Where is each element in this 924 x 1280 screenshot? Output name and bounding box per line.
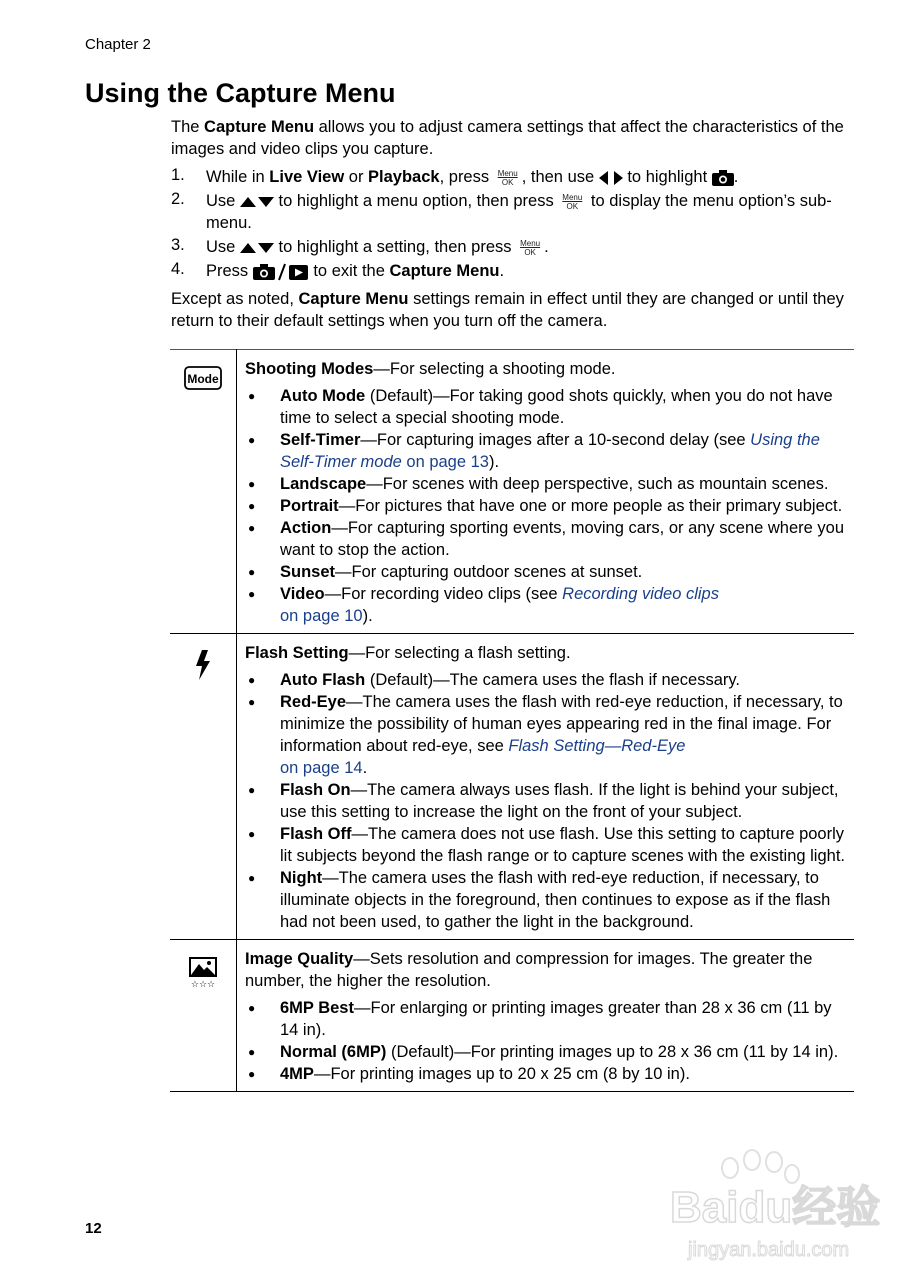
table-row-flash-setting	[170, 634, 854, 940]
table-row-image-quality	[170, 940, 854, 1092]
menu-ok-button-icon: Menu OK	[520, 238, 541, 257]
step-3: 3. Use to highlight a setting, then press Menu OK .	[171, 236, 549, 257]
flash-setting-list	[245, 669, 854, 933]
list-item: ● Flash On—The camera always uses flash. If the light is behind your subject, use this setting to increase the light on the front of your subject.	[245, 779, 854, 823]
shooting-mode-list	[245, 385, 854, 627]
svg-text:jingyan.baidu.com: jingyan.baidu.com	[688, 1239, 850, 1261]
menu-ok-button-icon: Menu OK	[497, 168, 518, 187]
image-quality-icon	[186, 956, 220, 988]
up-down-arrows-icon	[240, 196, 274, 208]
step-2: 2. Use to highlight a menu option, then press Menu OK to display the menu option’s sub-menu.	[171, 190, 832, 232]
list-item: ● 4MP—For printing images up to 20 x 25 cm (8 by 10 in).	[245, 1063, 854, 1085]
baidu-watermark	[660, 1140, 890, 1270]
recording-video-link[interactable]: Recording video clips	[562, 585, 719, 603]
list-item: ● Sunset—For capturing outdoor scenes at sunset.	[245, 561, 854, 583]
camera-icon	[712, 170, 734, 186]
list-item: ● Portrait—For pictures that have one or more people as their primary subject.	[245, 495, 854, 517]
list-item: ● Red-Eye—The camera uses the flash with red-eye reduction, if necessary, to minimize the possibility of human eyes appearing red in the final image. For information about red-eye, see Flash Setting—Red-Eye on page 14.	[245, 691, 854, 779]
row-heading: Flash Setting—For selecting a flash setting.	[245, 644, 571, 662]
svg-text:Baidu经验: Baidu经验	[670, 1183, 881, 1232]
camera-playback-icon	[253, 263, 309, 281]
row-heading: Shooting Modes—For selecting a shooting mode.	[245, 360, 616, 378]
flash-red-eye-link[interactable]: Flash Setting—Red-Eye	[508, 737, 686, 755]
list-item: ● Landscape—For scenes with deep perspective, such as mountain scenes.	[245, 473, 854, 495]
table-row-shooting-modes	[170, 350, 854, 634]
intro-paragraph: The Capture Menu allows you to adjust camera settings that affect the characteristics of the images and video clips you capture.	[171, 118, 844, 158]
step-4: 4. Press to exit the Capture Menu.	[171, 260, 505, 280]
page-number: 12	[85, 1220, 102, 1237]
list-item: ● Action—For capturing sporting events, moving cars, or any scene where you want to stop the action.	[245, 517, 854, 561]
mode-icon	[184, 366, 222, 390]
intro-section	[171, 116, 861, 332]
svg-text:☆☆☆: ☆☆☆	[190, 980, 216, 988]
image-quality-list	[245, 997, 854, 1085]
list-item: ● Night—The camera uses the flash with red-eye reduction, if necessary, to illuminate objects in the foreground, then continues to expose as if the flash had not been used, to gather the light in the background.	[245, 867, 854, 933]
up-down-arrows-icon	[240, 242, 274, 254]
steps-list	[171, 166, 861, 282]
list-item: ● Self-Timer—For capturing images after a 10-second delay (see Using the Self-Timer mode on page 13).	[245, 429, 854, 473]
list-item: ● Flash Off—The camera does not use flash. Use this setting to capture poorly lit subjects beyond the flash range or to capture scenes with the existing light.	[245, 823, 854, 867]
list-item: ● Normal (6MP) (Default)—For printing images up to 28 x 36 cm (11 by 14 in).	[245, 1041, 854, 1063]
list-item: ● Video—For recording video clips (see Recording video clips on page 10).	[245, 583, 854, 627]
row-heading: Image Quality—Sets resolution and compression for images. The greater the number, the higher the resolution.	[245, 950, 813, 990]
list-item: ● Auto Flash (Default)—The camera uses the flash if necessary.	[245, 669, 854, 691]
capture-menu-table	[170, 349, 854, 1092]
menu-ok-button-icon: Menu OK	[562, 192, 583, 211]
note-paragraph: Except as noted, Capture Menu settings remain in effect until they are changed or until they return to their default settings when you turn off the camera.	[171, 290, 844, 330]
svg-text:Mode: Mode	[187, 372, 219, 386]
left-right-arrows-icon	[599, 171, 623, 185]
flash-icon	[193, 650, 213, 680]
page-title: Using the Capture Menu	[85, 78, 396, 108]
list-item: ● 6MP Best—For enlarging or printing images greater than 28 x 36 cm (11 by 14 in).	[245, 997, 854, 1041]
self-timer-link[interactable]: Using the Self-Timer mode	[280, 431, 820, 471]
step-1: 1. While in Live View or Playback, press Menu OK , then use to highlight .	[171, 166, 739, 187]
list-item: ● Auto Mode (Default)—For taking good shots quickly, when you do not have time to select a special shooting mode.	[245, 385, 854, 429]
chapter-label: Chapter 2	[85, 36, 151, 53]
